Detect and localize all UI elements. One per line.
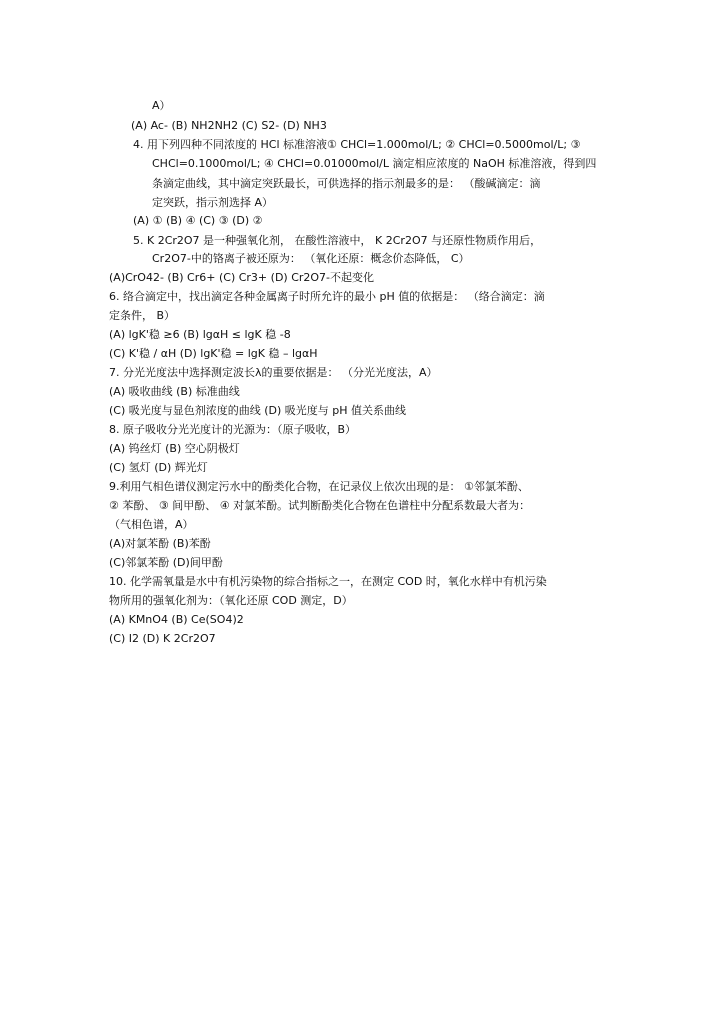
text-line: A） — [152, 99, 171, 112]
text-line: (A) KMnO4 (B) Ce(SO4)2 — [109, 613, 244, 626]
text-line: (A) 钨丝灯 (B) 空心阴极灯 — [109, 442, 240, 455]
text-line: 8. 原子吸收分光光度计的光源为：（原子吸收，B） — [109, 423, 357, 436]
text-line: (A) lgK'稳 ≥6 (B) lgαH ≤ lgK 稳 -8 — [109, 328, 291, 341]
text-line: (C) I2 (D) K 2Cr2O7 — [109, 632, 216, 645]
text-line: CHCl=0.1000mol/L; ④ CHCl=0.01000mol/L 滴定相应浓度的 NaOH 标准溶液，得到四 — [152, 157, 597, 170]
text-line: (A)对氯苯酚 (B)苯酚 — [109, 537, 211, 550]
text-line: 物所用的强氧化剂为：（氧化还原 COD 测定，D） — [109, 594, 353, 607]
text-line: 10. 化学需氧量是水中有机污染物的综合指标之一，在测定 COD 时，氧化水样中有机污染 — [109, 575, 547, 588]
text-line: (A) ① (B) ④ (C) ③ (D) ② — [133, 214, 263, 227]
text-line: 6. 络合滴定中，找出滴定各种金属离子时所允许的最小 pH 值的依据是： （络合滴定：滴 — [109, 290, 545, 303]
text-line: (A)CrO42- (B) Cr6+ (C) Cr3+ (D) Cr2O7-不起变化 — [109, 271, 375, 284]
text-line: (A) Ac- (B) NH2NH2 (C) S2- (D) NH3 — [131, 119, 327, 132]
text-line: Cr2O7-中的铬离子被还原为： （氧化还原：概念价态降低， C） — [152, 252, 470, 265]
text-line: ② 苯酚、 ③ 间甲酚、 ④ 对氯苯酚。试判断酚类化合物在色谱柱中分配系数最大者为： — [109, 499, 531, 512]
text-line: 条滴定曲线，其中滴定突跃最长，可供选择的指示剂最多的是： （酸碱滴定：滴 — [152, 177, 541, 190]
text-line: (A) 吸收曲线 (B) 标准曲线 — [109, 385, 240, 398]
text-line: 9.利用气相色谱仪测定污水中的酚类化合物，在记录仪上依次出现的是： ①邻氯苯酚、 — [109, 480, 529, 493]
text-line: 4. 用下列四种不同浓度的 HCl 标准溶液① CHCl=1.000mol/L; ② CHCl=0.5000mol/L; ③ — [133, 138, 581, 151]
text-line: (C)邻氯苯酚 (D)间甲酚 — [109, 556, 223, 569]
text-line: (C) 吸光度与显色剂浓度的曲线 (D) 吸光度与 pH 值关系曲线 — [109, 404, 407, 417]
text-line: (C) 氢灯 (D) 辉光灯 — [109, 461, 208, 474]
text-line: （气相色谱，A） — [109, 518, 194, 531]
text-line: (C) K'稳 / αH (D) lgK'稳 = lgK 稳 – lgαH — [109, 347, 318, 360]
text-line: 5. K 2Cr2O7 是一种强氧化剂， 在酸性溶液中， K 2Cr2O7 与还原性物质作用后， — [133, 234, 542, 247]
text-line: 定条件， B） — [109, 309, 176, 322]
text-line: 7. 分光光度法中选择测定波长λ的重要依据是： （分光光度法，A） — [109, 366, 438, 379]
text-line: 定突跃，指示剂选择 A） — [152, 196, 274, 209]
